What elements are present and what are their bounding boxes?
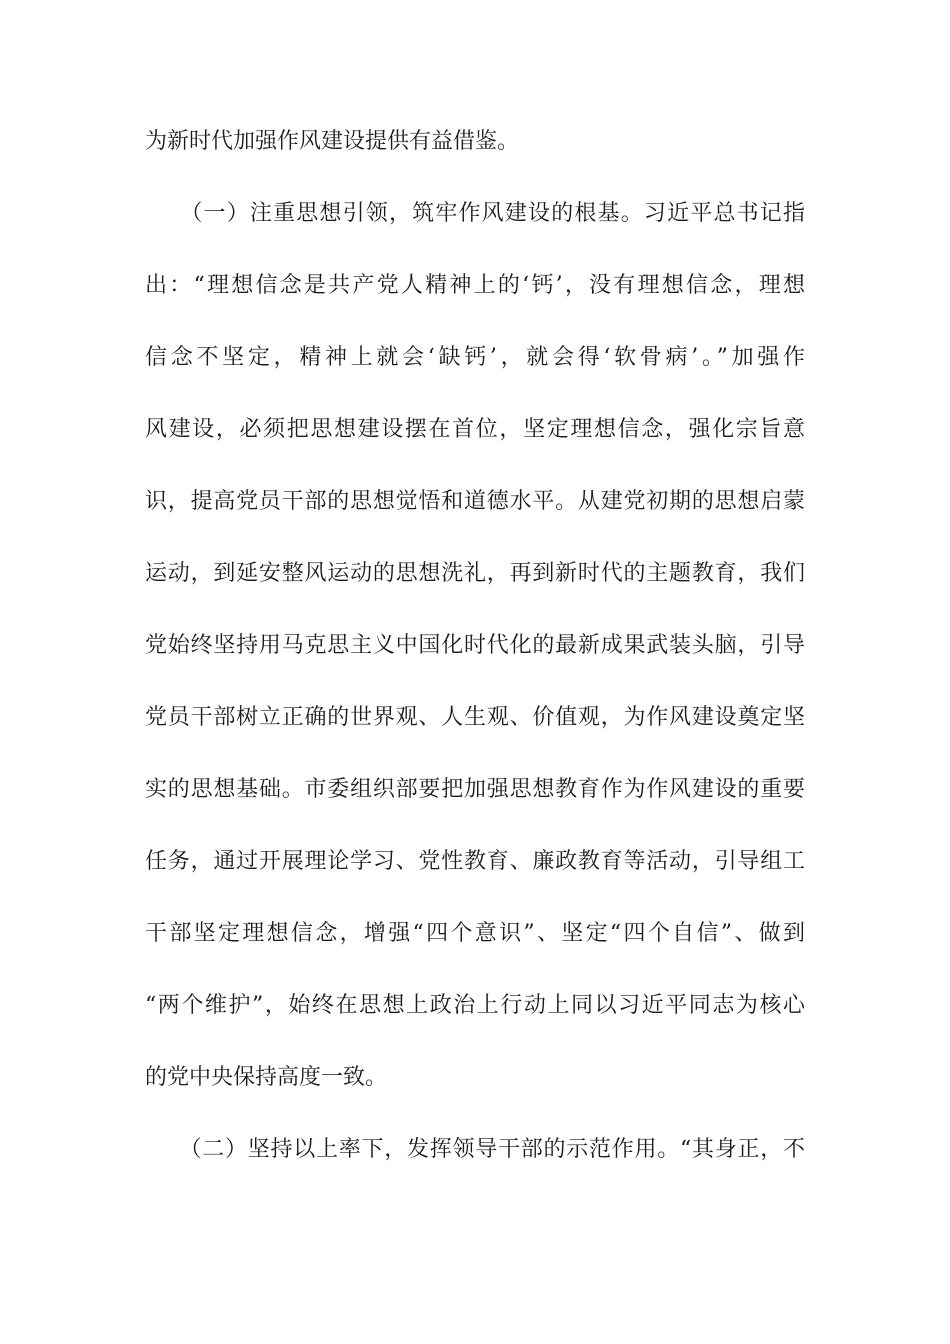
text-line: 实的思想基础。市委组织部要把加强思想教育作为作风建设的重要 [145, 777, 805, 802]
paragraph-1-first-line: （一）注重思想引领，筑牢作风建设的根基。习近平总书记指 [145, 201, 805, 226]
text-line: 为新时代加强作风建设提供有益借鉴。 [145, 129, 520, 154]
text-line: 干部坚定理想信念，增强“四个意识”、坚定“四个自信”、做到 [145, 921, 805, 946]
text-line: 信念不坚定，精神上就会‘缺钙’，就会得‘软骨病’。”加强作 [145, 345, 805, 370]
paragraph-2-first-line: （二）坚持以上率下，发挥领导干部的示范作用。“其身正，不 [145, 1137, 805, 1162]
text-line: 的党中央保持高度一致。 [145, 1065, 388, 1090]
text-line: 出：“理想信念是共产党人精神上的‘钙’，没有理想信念，理想 [145, 273, 805, 298]
text-line: 任务，通过开展理论学习、党性教育、廉政教育等活动，引导组工 [145, 849, 805, 874]
text-line: 党员干部树立正确的世界观、人生观、价值观，为作风建设奠定坚 [145, 705, 805, 730]
text-line: 运动，到延安整风运动的思想洗礼，再到新时代的主题教育，我们 [145, 561, 805, 586]
text-line: 风建设，必须把思想建设摆在首位，坚定理想信念，强化宗旨意 [145, 417, 805, 442]
text-line: “两个维护”，始终在思想上政治上行动上同以习近平同志为核心 [145, 993, 805, 1018]
text-line: 党始终坚持用马克思主义中国化时代化的最新成果武装头脑，引导 [145, 633, 805, 658]
text-line: 识，提高党员干部的思想觉悟和道德水平。从建党初期的思想启蒙 [145, 489, 805, 514]
